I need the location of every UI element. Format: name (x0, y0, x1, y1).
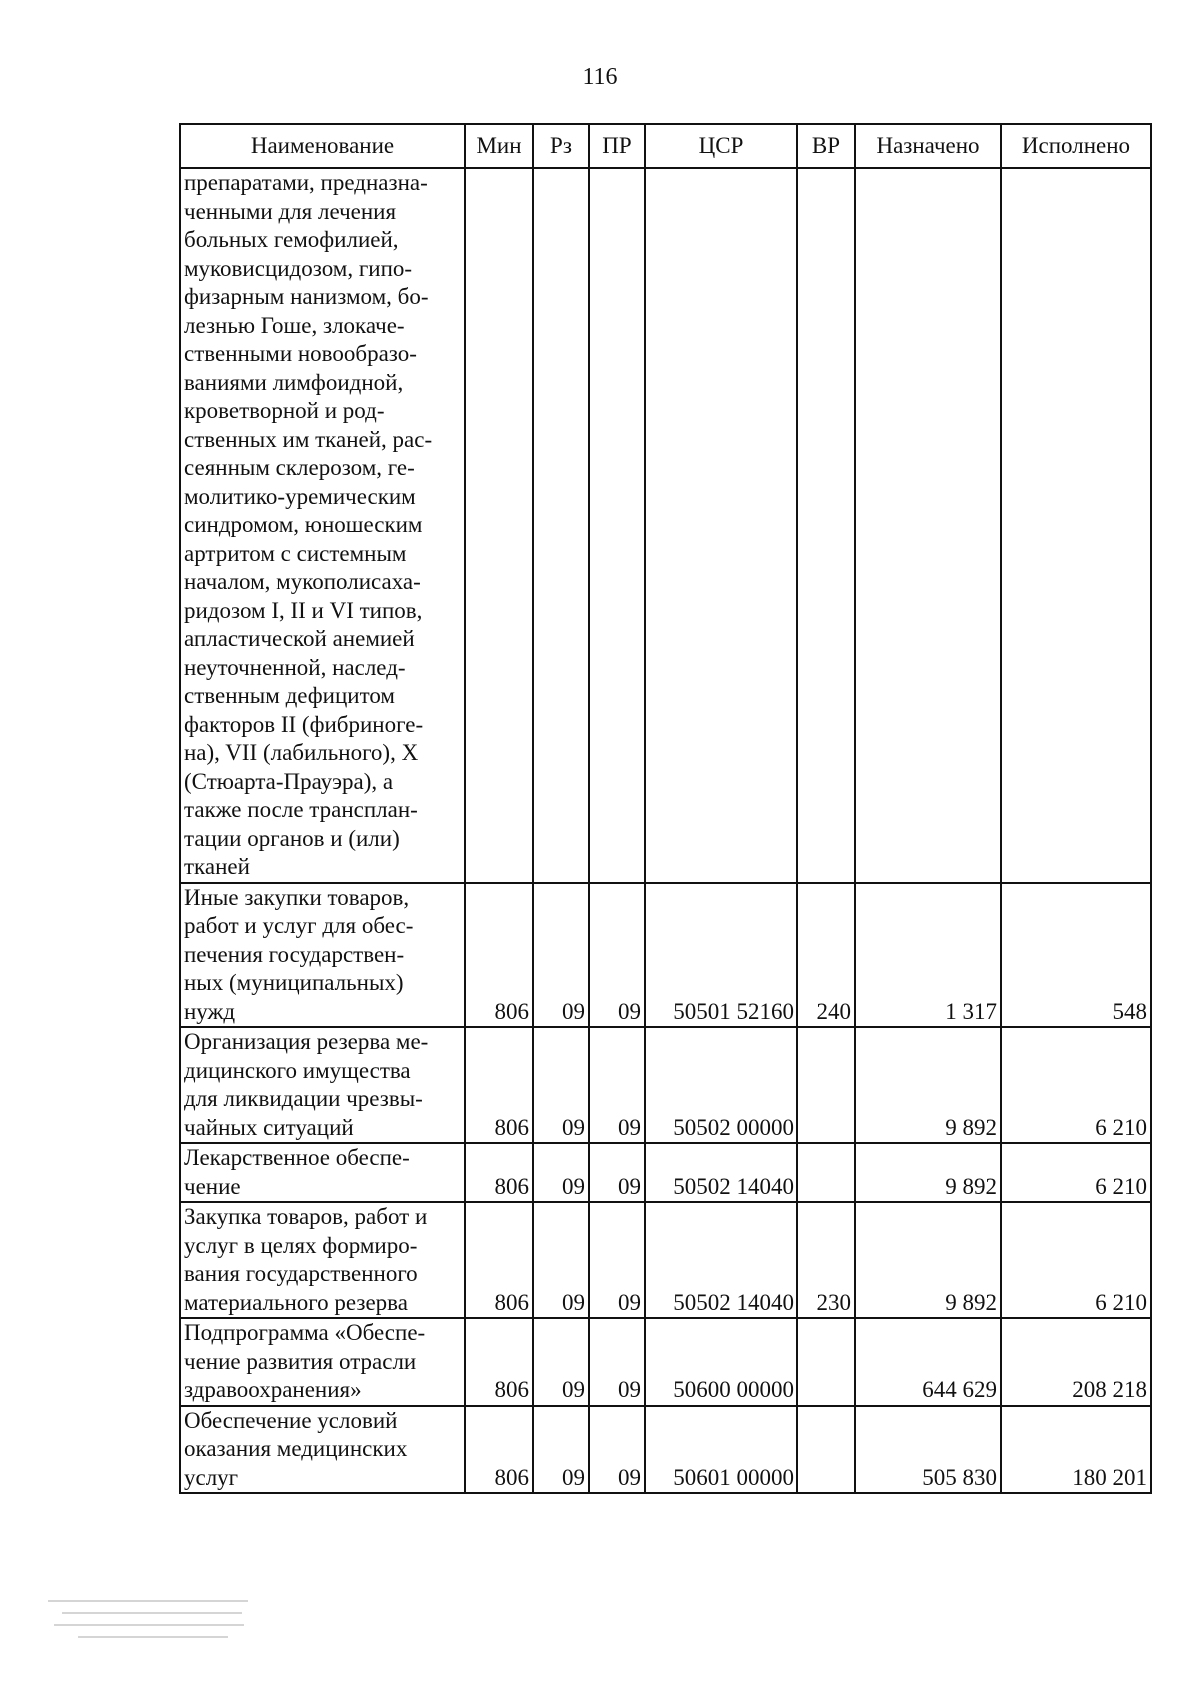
cell-assigned: 644 629 (855, 1318, 1001, 1406)
header-min: Мин (465, 124, 533, 168)
cell-executed: 6 210 (1001, 1143, 1151, 1202)
cell-assigned: 505 830 (855, 1406, 1001, 1494)
cell-name: Иные закупки товаров, работ и услуг для обес- печения государствен- ных (муниципальных) нужд (180, 883, 465, 1028)
table-row (180, 1143, 1151, 1202)
table-row (180, 1406, 1151, 1494)
cell-name: Организация резерва ме- дицинского имущества для ликвидации чрезвы- чайных ситуаций (180, 1027, 465, 1143)
cell-executed: 180 201 (1001, 1406, 1151, 1494)
cell-executed: 548 (1001, 883, 1151, 1028)
cell-vr: 240 (797, 883, 855, 1028)
table-row (180, 1202, 1151, 1318)
cell-rz: 09 (533, 883, 589, 1028)
table-row (180, 1027, 1151, 1143)
cell-min: 806 (465, 1406, 533, 1494)
header-rz: Рз (533, 124, 589, 168)
cell-min: 806 (465, 883, 533, 1028)
cell-vr (797, 1027, 855, 1143)
cell-executed (1001, 168, 1151, 883)
cell-pr: 09 (589, 883, 645, 1028)
scan-stamp-noise (48, 1590, 278, 1660)
cell-csr: 50501 52160 (645, 883, 797, 1028)
cell-vr (797, 1318, 855, 1406)
cell-name: Обеспечение условий оказания медицинских услуг (180, 1406, 465, 1494)
cell-vr (797, 1143, 855, 1202)
header-vr: ВР (797, 124, 855, 168)
cell-executed: 6 210 (1001, 1027, 1151, 1143)
cell-rz: 09 (533, 1406, 589, 1494)
table-row (180, 1318, 1151, 1406)
cell-pr: 09 (589, 1027, 645, 1143)
cell-csr: 50502 14040 (645, 1143, 797, 1202)
cell-assigned (855, 168, 1001, 883)
cell-name: Закупка товаров, работ и услуг в целях формиро- вания государственного материального резерва (180, 1202, 465, 1318)
cell-assigned: 9 892 (855, 1027, 1001, 1143)
cell-pr: 09 (589, 1202, 645, 1318)
table-row (180, 168, 1151, 883)
cell-min: 806 (465, 1027, 533, 1143)
cell-csr: 50502 14040 (645, 1202, 797, 1318)
header-assigned: Назначено (855, 124, 1001, 168)
table-row (180, 883, 1151, 1028)
cell-min: 806 (465, 1143, 533, 1202)
cell-pr (589, 168, 645, 883)
cell-csr: 50502 00000 (645, 1027, 797, 1143)
cell-min: 806 (465, 1202, 533, 1318)
page-number: 116 (582, 64, 618, 90)
cell-name: препаратами, предназна- ченными для лечения больных гемофилией, муковисцидозом, гипо- физарным нанизмом, бо- лезнью Гоше, злокаче- ственными новообразо- ваниями лимфоидной, кроветворной и род- ственных им тканей, рас- сеянным склерозом, ге- молитико-уремическим синдромом, юношеским артритом с системным началом, мукополисаха- ридозом I, II и VI типов, апластической анемией неуточненной, наслед- ственным дефицитом факторов II (фибриноге- на), VII (лабильного), X (Стюарта-Прауэра), а также после трансплан- тации органов и (или) тканей (180, 168, 465, 883)
cell-min (465, 168, 533, 883)
cell-vr (797, 168, 855, 883)
cell-assigned: 1 317 (855, 883, 1001, 1028)
table-header-row (180, 124, 1151, 168)
header-pr: ПР (589, 124, 645, 168)
budget-table (179, 123, 1152, 1494)
cell-pr: 09 (589, 1406, 645, 1494)
cell-pr: 09 (589, 1143, 645, 1202)
cell-min: 806 (465, 1318, 533, 1406)
cell-csr: 50601 00000 (645, 1406, 797, 1494)
cell-vr (797, 1406, 855, 1494)
cell-rz: 09 (533, 1202, 589, 1318)
cell-assigned: 9 892 (855, 1143, 1001, 1202)
cell-rz: 09 (533, 1318, 589, 1406)
cell-vr: 230 (797, 1202, 855, 1318)
cell-rz: 09 (533, 1027, 589, 1143)
cell-csr: 50600 00000 (645, 1318, 797, 1406)
cell-executed: 208 218 (1001, 1318, 1151, 1406)
header-name: Наименование (180, 124, 465, 168)
cell-pr: 09 (589, 1318, 645, 1406)
cell-name: Лекарственное обеспе- чение (180, 1143, 465, 1202)
cell-name: Подпрограмма «Обеспе- чение развития отрасли здравоохранения» (180, 1318, 465, 1406)
cell-assigned: 9 892 (855, 1202, 1001, 1318)
header-csr: ЦСР (645, 124, 797, 168)
cell-csr (645, 168, 797, 883)
header-executed: Исполнено (1001, 124, 1151, 168)
cell-executed: 6 210 (1001, 1202, 1151, 1318)
cell-rz (533, 168, 589, 883)
cell-rz: 09 (533, 1143, 589, 1202)
